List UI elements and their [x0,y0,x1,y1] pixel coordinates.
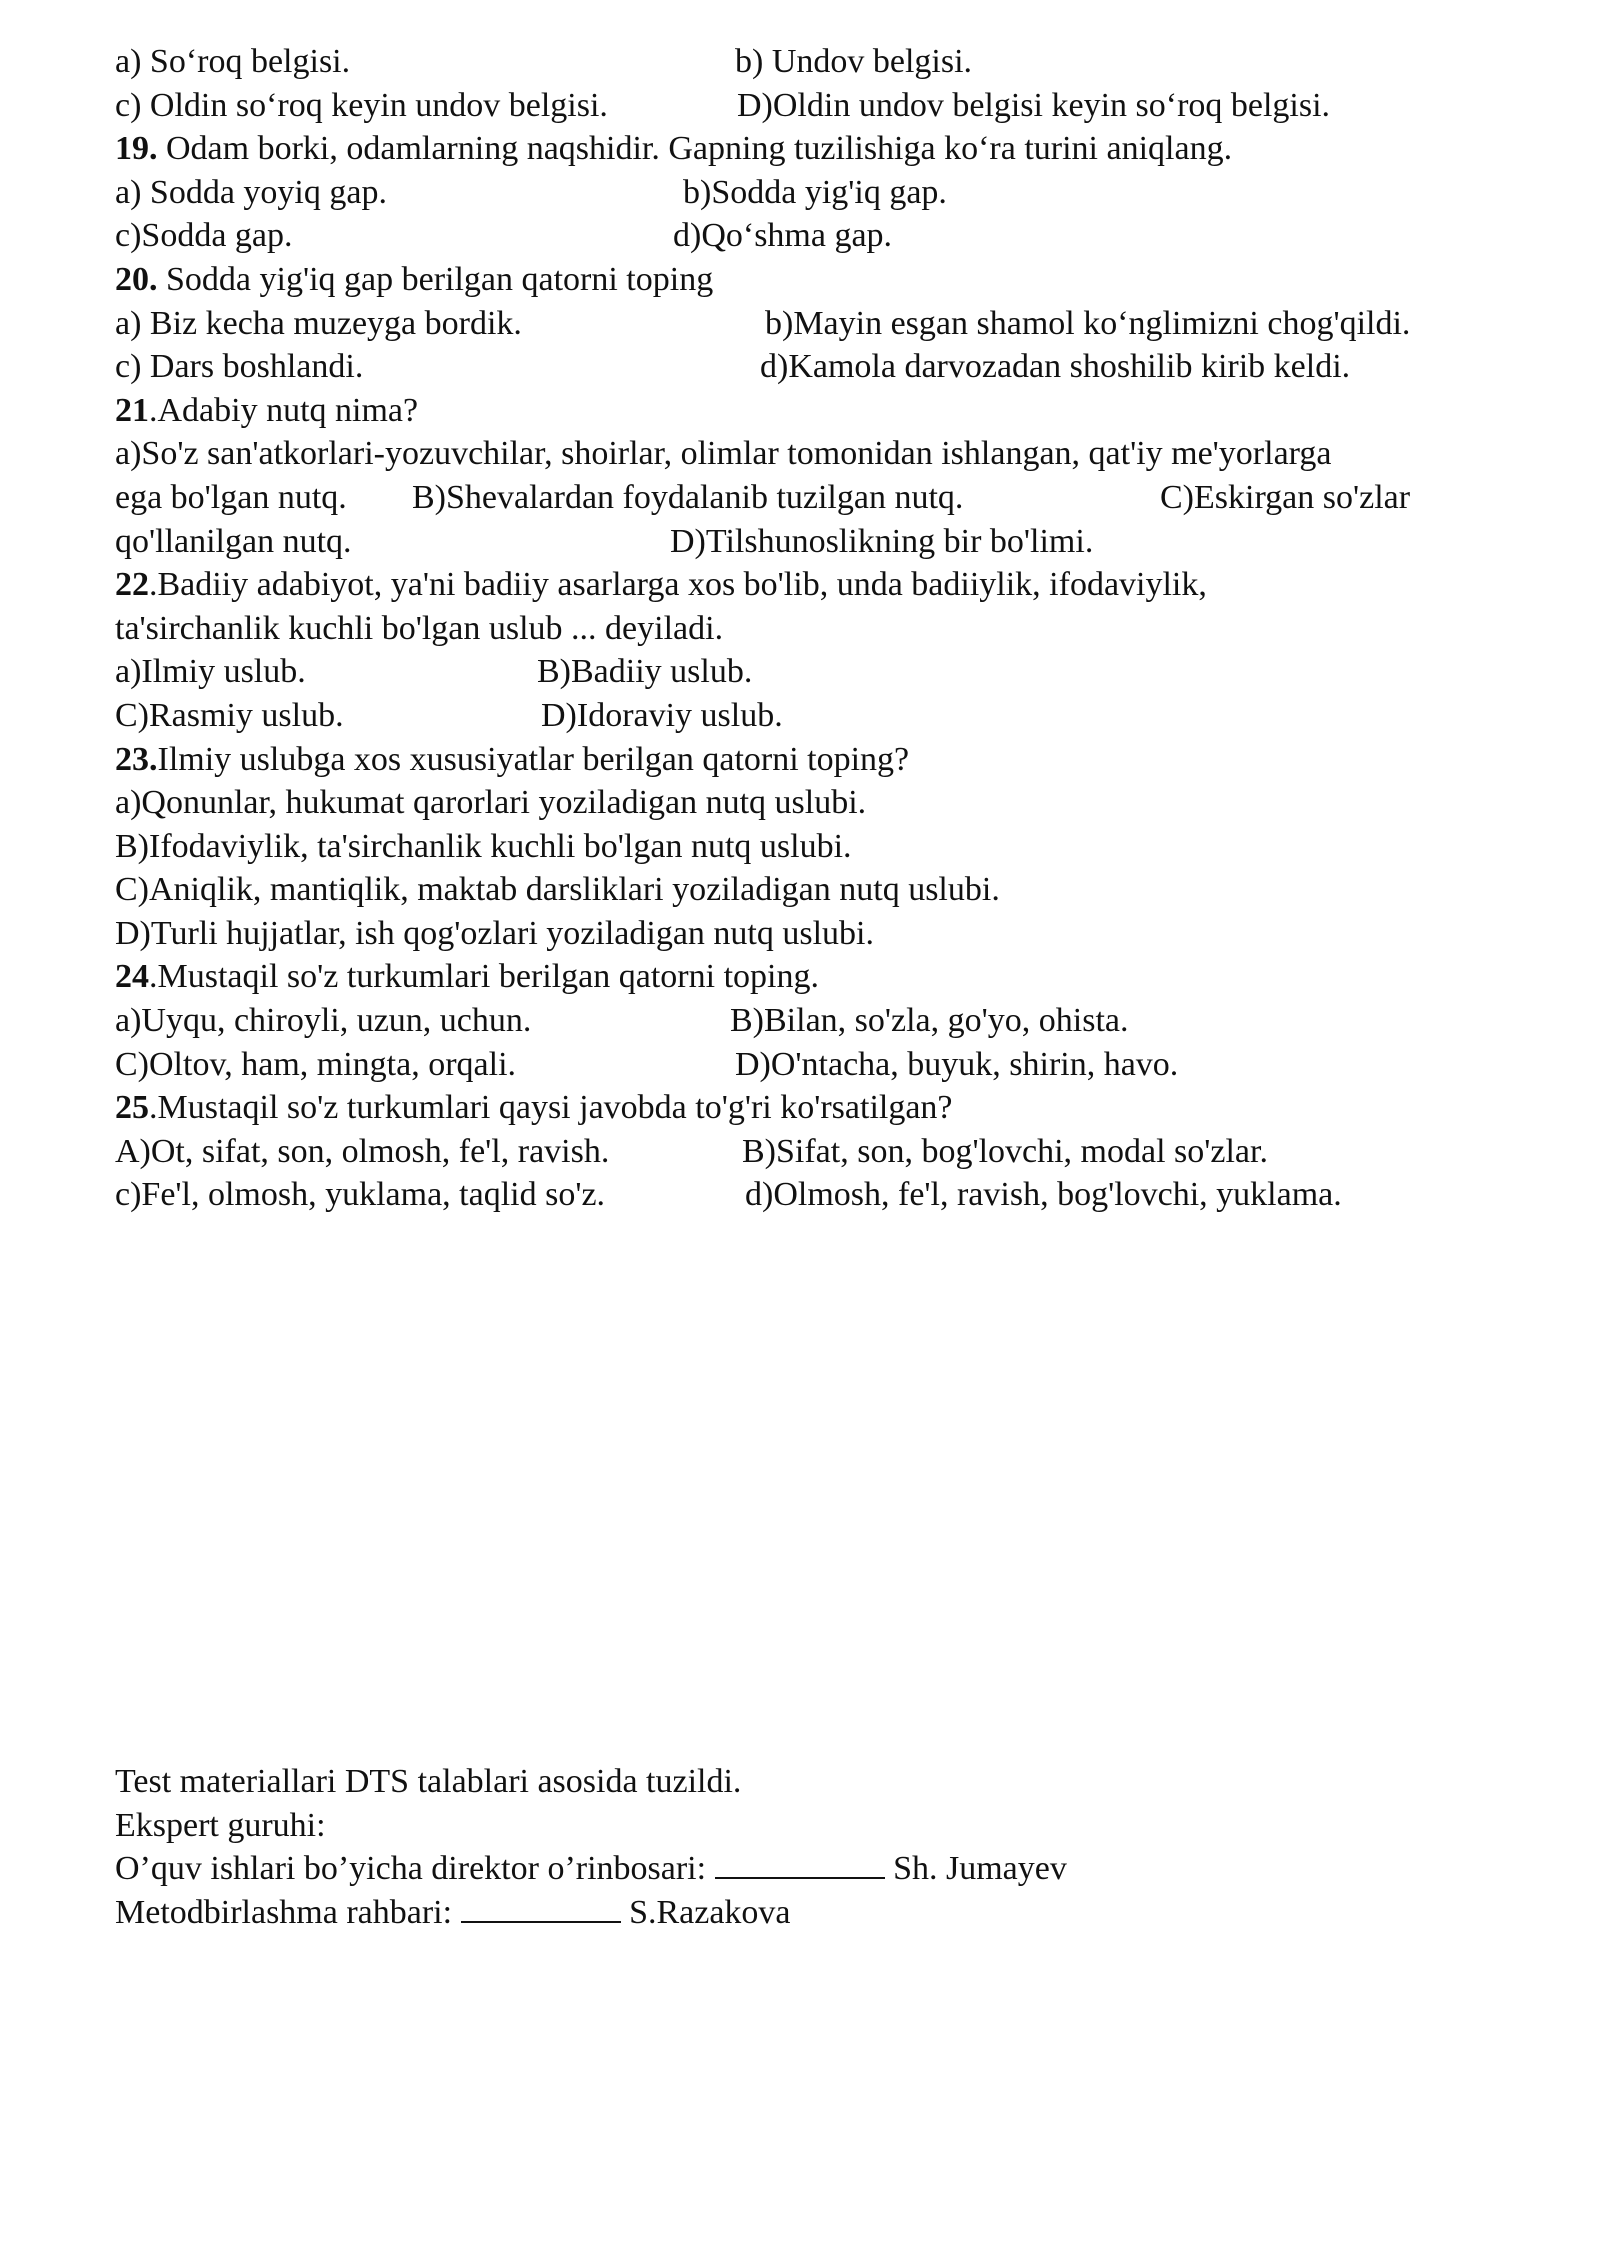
answer-options-line [115,650,1535,694]
answer-option: D)Oldin undov belgisi keyin so‘roq belgisi. [737,86,1331,124]
answer-option: ega bo'lgan nutq. [115,478,347,516]
answer-option: c) Oldin so‘roq keyin undov belgisi. [115,86,608,124]
question-number: 23. [115,740,158,778]
answer-options-line [115,476,1535,520]
answer-options-line [115,1043,1535,1087]
answer-option: C)Rasmiy uslub. [115,696,344,734]
answer-option: B)Sifat, son, bog'lovchi, modal so'zlar. [742,1132,1268,1170]
footer-signatures [115,1760,1535,1934]
answer-option: qo'llanilgan nutq. [115,522,352,560]
answer-options-line [115,999,1535,1043]
answer-option: D)O'ntacha, buyuk, shirin, havo. [735,1045,1179,1083]
expert-group-label: Ekspert guruhi: [115,1806,326,1844]
answer-option: C)Eskirgan so'zlar [1160,478,1411,516]
answer-option: d)Qo‘shma gap. [673,217,893,255]
answer-options-line [115,520,1535,564]
answer-option: c) Dars boshlandi. [115,348,364,386]
answer-options-line [115,40,1535,84]
question-text: .Adabiy nutq nima? [149,391,419,429]
answer-option: B)Bilan, so'zla, go'yo, ohista. [730,1002,1129,1040]
answer-option: B)Shevalardan foydalanib tuzilgan nutq. [412,478,964,516]
answer-option: b)Sodda yig'iq gap. [683,173,947,211]
question-text: .Mustaqil so'z turkumlari qaysi javobda to'g'ri ko'rsatilgan? [149,1089,953,1127]
question-line [115,1086,1535,1130]
answer-options-line [115,214,1535,258]
question-text: .Mustaqil so'z turkumlari berilgan qatorni toping. [149,958,819,996]
answer-option: C)Oltov, ham, mingta, orqali. [115,1045,517,1083]
answer-option: a) Sodda yoyiq gap. [115,173,387,211]
answer-option: D)Tilshunoslikning bir bo'limi. [670,522,1094,560]
answer-options-line [115,694,1535,738]
question-number: 19. [115,130,158,168]
question-line [115,738,1535,782]
deputy-director-signature [115,1847,1535,1891]
answer-line: C)Aniqlik, mantiqlik, maktab darsliklari yoziladigan nutq uslubi. [115,871,1000,909]
signature-blank [715,1847,885,1879]
question-line [115,258,1535,302]
question-number: 22 [115,566,149,604]
question-line [115,127,1535,171]
answer-options-line [115,171,1535,215]
answer-option: a) Biz kecha muzeyga bordik. [115,304,522,342]
question-number: 24 [115,958,149,996]
question-text: Ilmiy uslubga xos xususiyatlar berilgan qatorni toping? [157,740,910,778]
answer-option: B)Badiiy uslub. [537,653,753,691]
answer-option: a)Ilmiy uslub. [115,653,306,691]
method-head-label: Metodbirlashma rahbari: [115,1893,461,1931]
answer-line: D)Turli hujjatlar, ish qog'ozlari yoziladigan nutq uslubi. [115,914,874,952]
answer-line: a)So'z san'atkorlari-yozuvchilar, shoirlar, olimlar tomonidan ishlangan, qat'iy me'yorlarga [115,435,1332,473]
answer-option: D)Idoraviy uslub. [541,696,783,734]
question-number: 20. [115,260,158,298]
question-number: 21 [115,391,149,429]
answer-options-line [115,345,1535,389]
deputy-director-name: Sh. Jumayev [884,1850,1067,1888]
answer-option: d)Kamola darvozadan shoshilib kirib keldi. [760,348,1351,386]
answer-options-line [115,302,1535,346]
method-head-signature [115,1891,1535,1935]
test-questions [115,40,1535,1217]
answer-option: b) Undov belgisi. [735,43,973,80]
answer-option: d)Olmosh, fe'l, ravish, bog'lovchi, yuklama. [745,1176,1342,1214]
question-line [115,563,1535,607]
answer-option: b)Mayin esgan shamol ko‘nglimizni chog'qildi. [765,304,1411,342]
method-head-name: S.Razakova [620,1893,791,1931]
question-line [115,955,1535,999]
question-text: .Badiiy adabiyot, ya'ni badiiy asarlarga xos bo'lib, unda badiiylik, ifodaviylik, [149,566,1207,604]
footer-note: Test materiallari DTS talablari asosida tuzildi. [115,1763,742,1800]
answer-option: a)Uyqu, chiroyli, uzun, uchun. [115,1002,532,1040]
signature-blank [461,1891,621,1923]
question-line [115,389,1535,433]
answer-options-line [115,1173,1535,1217]
answer-option: a) So‘roq belgisi. [115,43,351,80]
answer-option: c)Sodda gap. [115,217,293,255]
deputy-director-label: O’quv ishlari bo’yicha direktor o’rinbosari: [115,1850,715,1888]
answer-options-line [115,84,1535,128]
question-text: Odam borki, odamlarning naqshidir. Gapning tuzilishiga ko‘ra turini aniqlang. [157,130,1233,168]
answer-line: a)Qonunlar, hukumat qarorlari yoziladigan nutq uslubi. [115,784,867,822]
answer-options-line [115,1130,1535,1174]
answer-option: c)Fe'l, olmosh, yuklama, taqlid so'z. [115,1176,606,1214]
answer-line: ta'sirchanlik kuchli bo'lgan uslub ... deyiladi. [115,609,724,647]
question-text: Sodda yig'iq gap berilgan qatorni toping [157,260,714,298]
answer-line: B)Ifodaviylik, ta'sirchanlik kuchli bo'lgan nutq uslubi. [115,827,852,865]
question-number: 25 [115,1089,149,1127]
answer-option: A)Ot, sifat, son, olmosh, fe'l, ravish. [115,1132,610,1170]
